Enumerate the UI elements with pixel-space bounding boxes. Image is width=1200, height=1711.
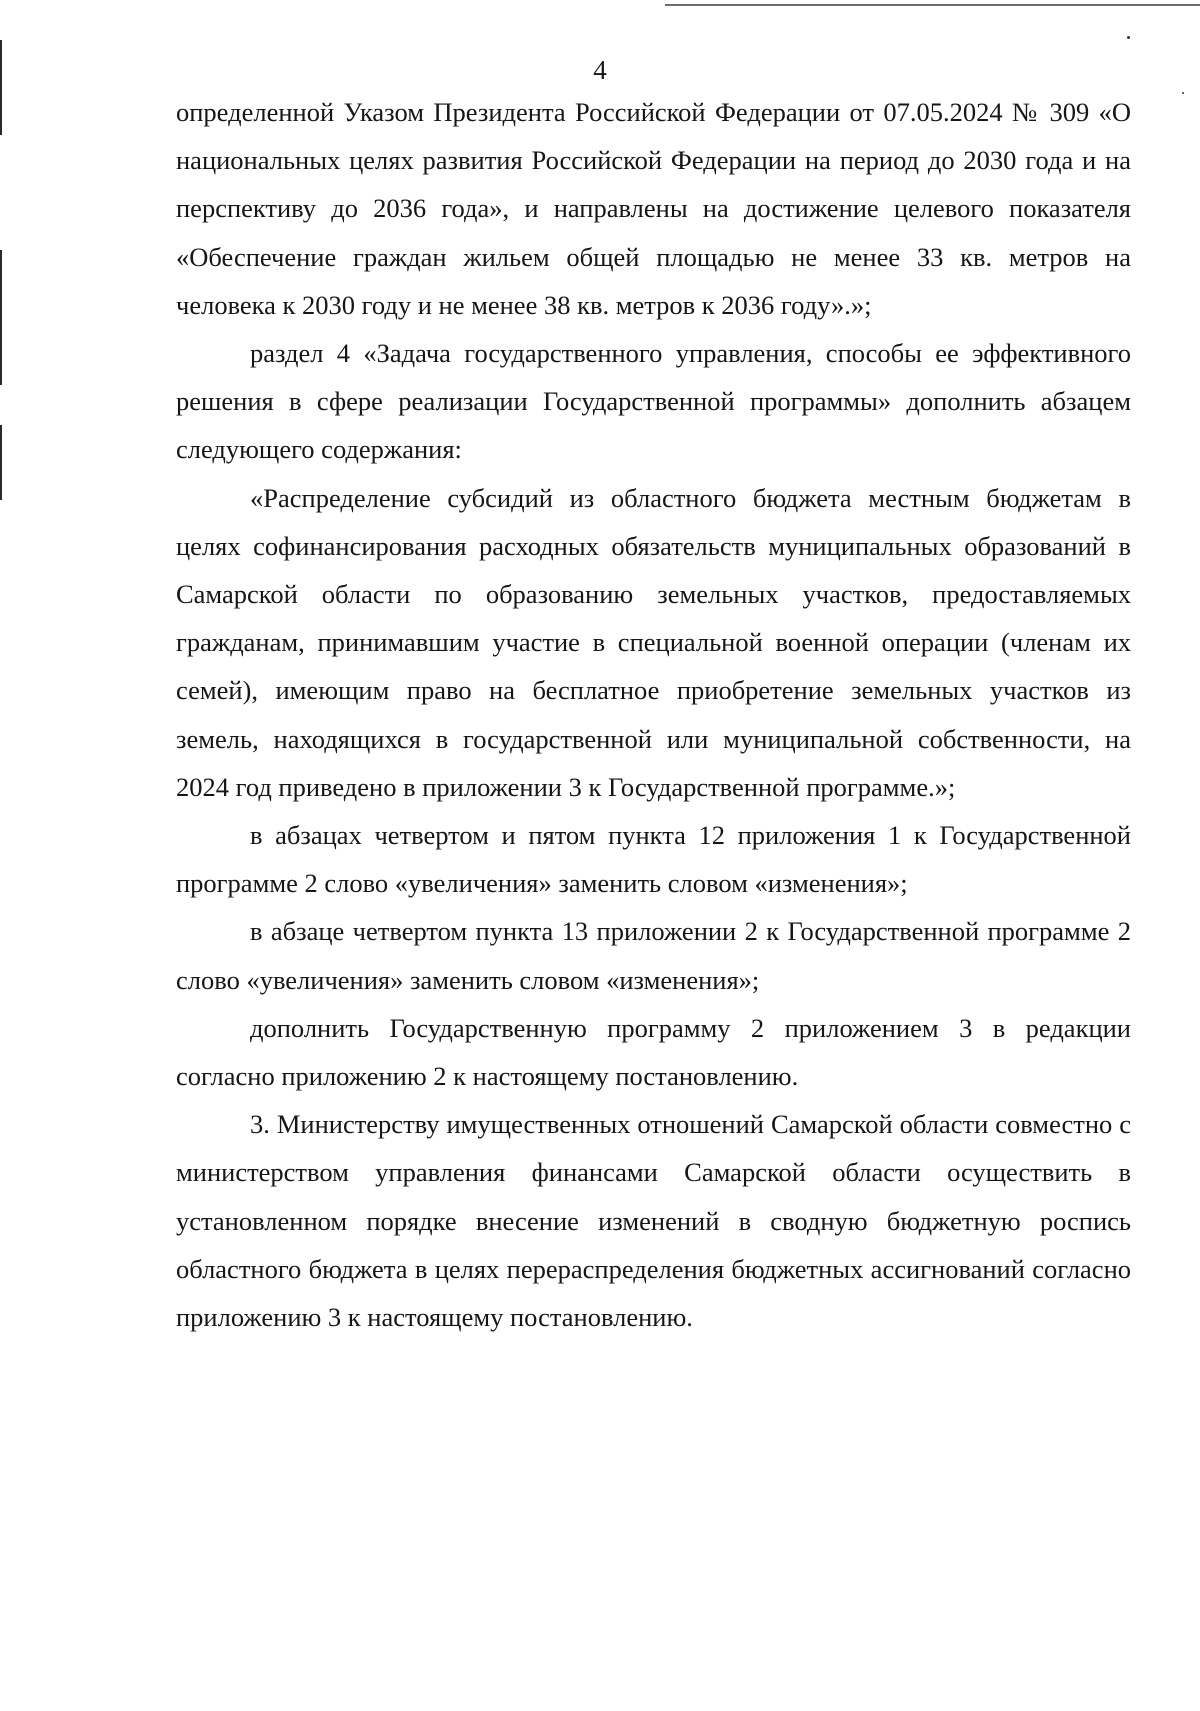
scan-margin-mark xyxy=(0,425,2,500)
scan-speck xyxy=(1182,92,1184,94)
paragraph: в абзацах четвертом и пятом пункта 12 приложения 1 к Государственной программе 2 слово «увеличения» заменить словом «изменения»; xyxy=(176,820,1131,899)
paragraph: в абзаце четвертом пункта 13 приложении 2 к Государственной программе 2 слово «увеличения» заменить словом «изменения»; xyxy=(176,916,1131,995)
document-body xyxy=(176,88,1131,1341)
scan-margin-mark xyxy=(0,250,2,385)
scan-edge-line xyxy=(665,4,1200,6)
scan-speck xyxy=(1127,36,1130,39)
paragraph: определенной Указом Президента Российской Федерации от 07.05.2024 № 309 «О национальных целях развития Российской Федерации на период до 2030 года и на перспективу до 2036 года», и направлены на достижение целевого показателя «Обеспечение граждан жильем общей площадью не менее 33 кв. метров на человека к 2030 году и не менее 38 кв. метров к 2036 году».»; xyxy=(176,97,1131,320)
paragraph: дополнить Государственную программу 2 приложением 3 в редакции согласно приложению 2 к настоящему постановлению. xyxy=(176,1012,1131,1092)
paragraph: 3. Министерству имущественных отношений Самарской области совместно с министерством управления финансами Самарской области осуществить в установленном порядке внесение изменений в сводную бюджетную роспись областного бюджета в целях перераспределения бюджетных ассигнований согласно приложению 3 к настоящему постановлению. xyxy=(176,1109,1131,1333)
page-number: 4 xyxy=(593,55,607,85)
paragraph: раздел 4 «Задача государственного управления, способы ее эффективного решения в сфере реализации Государственной программы» дополнить абзацем следующего содержания: xyxy=(176,338,1131,465)
paragraph: «Распределение субсидий из областного бюджета местным бюджетам в целях софинансирования расходных обязательств муниципальных образований в Самарской области по образованию земельных участков, предоставляемых гражданам, принимавшим участие в специальной военной операции (членам их семей), имеющим право на бесплатное приобретение земельных участков из земель, находящихся в государственной или муниципальной собственности, на 2024 год приведено в приложении 3 к Государственной программе.»; xyxy=(176,482,1131,802)
